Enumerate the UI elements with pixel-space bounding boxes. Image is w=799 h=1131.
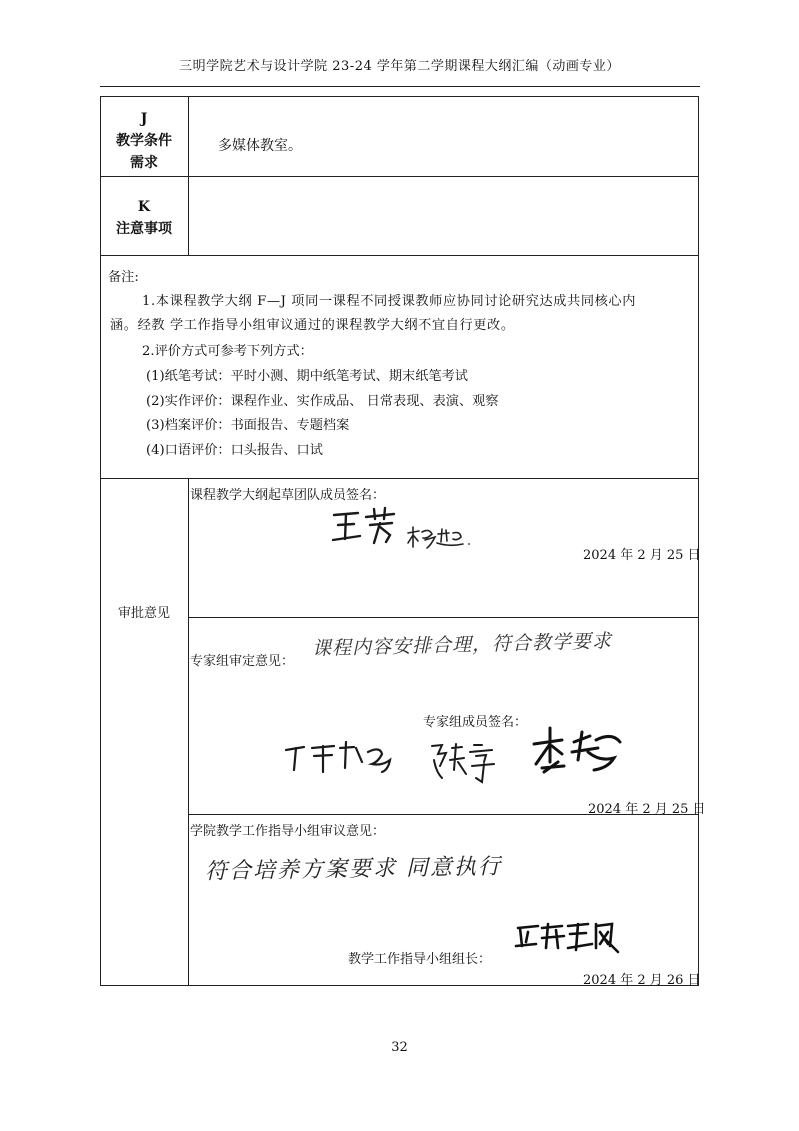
- page-number: 32: [391, 1040, 408, 1055]
- expert-opinion-handwritten: 课程内容安排合理，符合教学要求: [311, 630, 613, 660]
- row-divider-k-notes: [100, 255, 699, 256]
- college-opinion-label: 学院教学工作指导小组审议意见：: [190, 824, 386, 839]
- notes-sub4: (4)口语评价：口头报告、口试: [146, 443, 323, 458]
- notes-sub3: (3)档案评价：书面报告、专题档案: [146, 418, 350, 433]
- section-j-letter: J: [140, 111, 148, 127]
- section-j-label-line1: 教学条件: [116, 133, 172, 149]
- notes-sub1: (1)纸笔考试：平时小测、期中纸笔考试、期末纸笔考试: [146, 369, 468, 384]
- expert-date: 2024 年 2 月 25 日: [588, 802, 706, 817]
- section-k-letter: K: [137, 199, 151, 215]
- notes-item2: 2.评价方式可参考下列方式：: [142, 344, 313, 359]
- section-j-label: [100, 108, 188, 174]
- expert-signature-3: [528, 722, 628, 786]
- section-k-label: [100, 196, 188, 240]
- section-j-label-line2: 需求: [130, 155, 158, 171]
- drafting-signature-1: [330, 505, 400, 549]
- group-leader-label: 教学工作指导小组组长：: [348, 952, 492, 967]
- column-divider-top: [188, 96, 189, 256]
- drafting-date: 2024 年 2 月 25 日: [583, 548, 701, 563]
- notes-title: 备注:: [108, 270, 139, 285]
- approval-label: 审批意见: [117, 606, 170, 621]
- expert-signers-label: 专家组成员签名：: [423, 715, 528, 730]
- row-divider-notes-approval: [100, 478, 699, 479]
- expert-opinion-label: 专家组审定意见：: [190, 654, 295, 669]
- section-k-label-text: 注意事项: [116, 221, 172, 237]
- drafting-signature-2: [405, 525, 475, 555]
- row-divider-drafting-expert: [188, 617, 699, 618]
- header-rule: [100, 86, 700, 87]
- college-date: 2024 年 2 月 26 日: [583, 973, 701, 988]
- expert-signature-2: [428, 740, 508, 794]
- document-header-title: 三明学院艺术与设计学院 23-24 学年第二学期课程大纲汇编（动画专业）: [179, 59, 620, 74]
- section-j-content: 多媒体教室。: [218, 138, 302, 154]
- column-divider-approval: [188, 478, 189, 986]
- college-opinion-handwritten: 符合培养方案要求 同意执行: [204, 854, 503, 885]
- drafting-team-label: 课程教学大纲起草团队成员签名：: [190, 488, 386, 503]
- expert-signature-1: [282, 738, 397, 782]
- row-divider-j-k: [100, 176, 699, 177]
- notes-sub2: (2)实作评价：课程作业、实作成品、 日常表现、表演、观察: [146, 394, 499, 409]
- notes-item1-line2: 涵。经教 学工作指导小组审议通过的课程教学大纲不宜自行更改。: [110, 318, 515, 333]
- group-leader-signature: [512, 918, 622, 962]
- notes-item1-line1: 1.本课程教学大纲 F—J 项同一课程不同授课教师应协同讨论研究达成共同核心内: [142, 294, 636, 309]
